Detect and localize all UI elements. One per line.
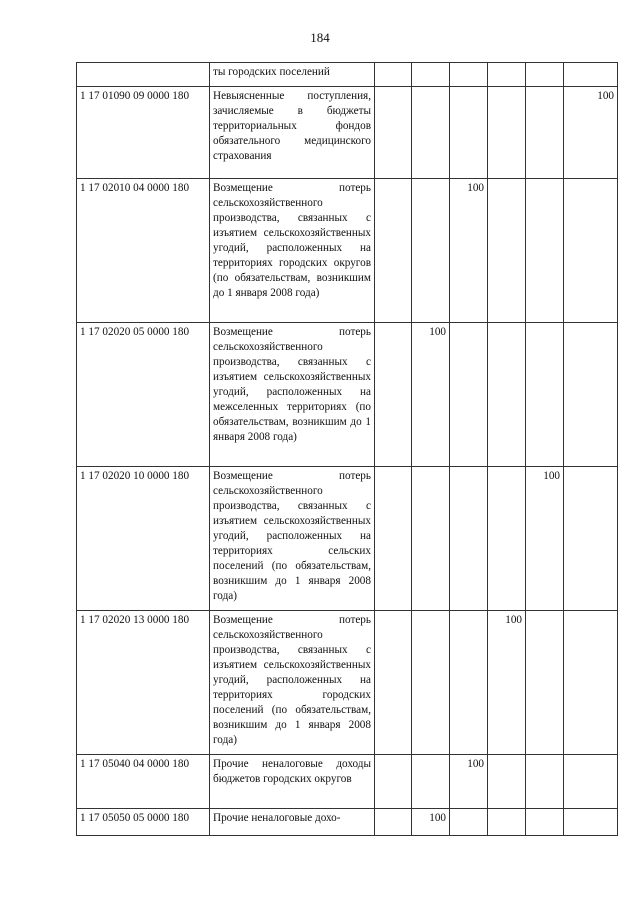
table-row [77,87,618,179]
allocation-percent-cell [564,179,618,323]
allocation-percent-cell [412,467,450,611]
revenue-code-cell: 1 17 05040 04 0000 180 [77,755,210,809]
allocation-percent-cell [375,323,412,467]
allocation-percent-cell: 100 [488,611,526,755]
revenue-code-cell: 1 17 02020 10 0000 180 [77,467,210,611]
revenue-code-cell [77,63,210,87]
allocation-percent-cell [564,323,618,467]
table-row [77,323,618,467]
revenue-code-cell: 1 17 01090 09 0000 180 [77,87,210,179]
allocation-percent-cell [375,87,412,179]
table-row [77,611,618,755]
allocation-percent-cell [488,179,526,323]
table-row [77,179,618,323]
allocation-percent-cell [488,87,526,179]
allocation-percent-cell [564,63,618,87]
allocation-percent-cell [526,63,564,87]
revenue-description-cell: Возмещение потерь сельскохозяйственного производства, связанных с изъятием сельскохозяйственных угодий, расположенных на территориях городских поселений (по обязательствам, возникшим до 1 января 2008 года) [210,611,375,755]
revenue-description-cell: Невыясненные поступления, зачисляемые в бюджеты территориальных фондов обязательного медицинского страхования [210,87,375,179]
allocation-percent-cell [412,179,450,323]
allocation-percent-cell: 100 [412,809,450,836]
allocation-percent-cell [450,87,488,179]
allocation-percent-cell [412,611,450,755]
allocation-percent-cell [375,467,412,611]
allocation-percent-cell [526,755,564,809]
allocation-percent-cell [488,809,526,836]
allocation-percent-cell [488,467,526,611]
revenue-code-cell: 1 17 05050 05 0000 180 [77,809,210,836]
allocation-percent-cell [412,63,450,87]
allocation-percent-cell [375,611,412,755]
allocation-percent-cell [564,755,618,809]
revenue-description-cell: Возмещение потерь сельскохозяйственного производства, связанных с изъятием сельскохозяйственных угодий, расположенных на территориях сельских поселений (по обязательствам, возникшим до 1 января 2008 года) [210,467,375,611]
allocation-percent-cell [375,63,412,87]
budget-classification-table [76,62,618,836]
allocation-percent-cell: 100 [526,467,564,611]
allocation-percent-cell [488,63,526,87]
table-row [77,809,618,836]
allocation-percent-cell [526,179,564,323]
allocation-percent-cell [375,755,412,809]
table-row [77,755,618,809]
allocation-percent-cell [526,323,564,467]
revenue-description-cell: Прочие неналоговые дохо- [210,809,375,836]
allocation-percent-cell [526,87,564,179]
allocation-percent-cell [450,323,488,467]
allocation-percent-cell [488,755,526,809]
page-number: 184 [310,30,330,45]
allocation-percent-cell [526,809,564,836]
allocation-percent-cell: 100 [450,755,488,809]
allocation-percent-cell [375,809,412,836]
allocation-percent-cell [450,611,488,755]
revenue-description-cell: Возмещение потерь сельскохозяйственного производства, связанных с изъятием сельскохозяйственных угодий, расположенных на территориях городских округов (по обязательствам, возникшим до 1 января 2008 года) [210,179,375,323]
allocation-percent-cell [526,611,564,755]
allocation-percent-cell [450,809,488,836]
revenue-description-cell: ты городских поселений [210,63,375,87]
allocation-percent-cell [564,467,618,611]
revenue-code-cell: 1 17 02010 04 0000 180 [77,179,210,323]
allocation-percent-cell: 100 [564,87,618,179]
allocation-percent-cell [412,87,450,179]
revenue-code-cell: 1 17 02020 13 0000 180 [77,611,210,755]
allocation-percent-cell [412,755,450,809]
allocation-percent-cell [564,611,618,755]
allocation-percent-cell: 100 [412,323,450,467]
allocation-percent-cell [488,323,526,467]
revenue-code-cell: 1 17 02020 05 0000 180 [77,323,210,467]
revenue-description-cell: Прочие неналоговые доходы бюджетов городских округов [210,755,375,809]
allocation-percent-cell [564,809,618,836]
allocation-percent-cell [450,63,488,87]
allocation-percent-cell: 100 [450,179,488,323]
revenue-description-cell: Возмещение потерь сельскохозяйственного производства, связанных с изъятием сельскохозяйственных угодий, расположенных на межселенных территориях (по обязательствам, возникшим до 1 января 2008 года) [210,323,375,467]
table-row [77,63,618,87]
allocation-percent-cell [375,179,412,323]
allocation-percent-cell [450,467,488,611]
table-row [77,467,618,611]
